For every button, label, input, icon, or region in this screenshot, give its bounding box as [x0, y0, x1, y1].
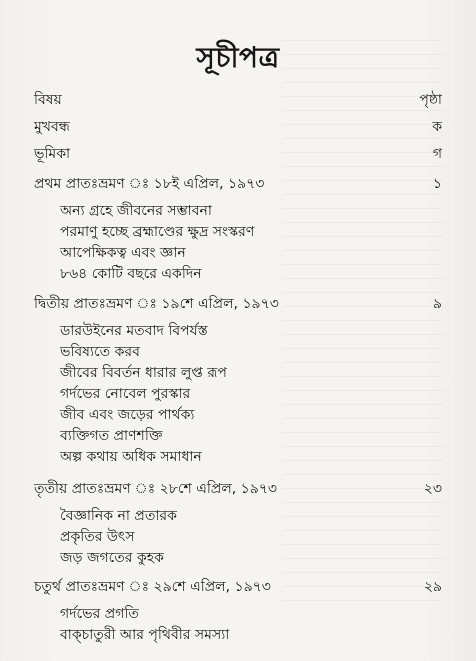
section-page: ২৩ [423, 481, 442, 497]
toc-entry-preface [34, 119, 442, 136]
section-2-item-6: ব্যক্তিগত প্রাণশক্তি [60, 428, 163, 444]
toc-entry-intro [34, 146, 442, 163]
entry-label: ভূমিকা [34, 146, 71, 162]
section-title: দ্বিতীয় প্রাতঃভ্রমণ ঃ ১৯শে এপ্রিল, ১৯৭৩ [34, 296, 279, 312]
section-page: ১ [432, 176, 442, 192]
section-2-item-4: গর্দভের নোবেল পুরস্কার [60, 386, 191, 402]
page-header: পৃষ্ঠা [419, 92, 442, 108]
section-title: প্রথম প্রাতঃভ্রমণ ঃ ১৮ই এপ্রিল, ১৯৭৩ [34, 176, 265, 192]
section-3-item-2: প্রকৃতির উৎস [60, 529, 135, 545]
toc-section-2 [34, 296, 442, 313]
section-page: ৯ [432, 296, 442, 312]
section-2-item-1: ডারউইনের মতবাদ বিপর্যস্ত [60, 323, 208, 339]
section-page: ২৯ [423, 579, 442, 595]
entry-label: মুখবন্ধ [34, 119, 70, 135]
section-4-item-2: বাক্চাতুরী আর পৃথিবীর সমস্যা [60, 627, 230, 643]
section-1-item-2: পরমাণু হচ্ছে ব্রহ্মাণ্ডের ক্ষুদ্র সংস্করণ [60, 224, 255, 240]
section-1-item-1: অন্য গ্রহে জীবনের সম্ভাবনা [60, 203, 212, 219]
subject-header: বিষয় [34, 92, 62, 108]
header-row [34, 92, 442, 109]
toc-section-3 [34, 481, 442, 498]
page-title: সূচীপত্র [196, 41, 280, 74]
section-2-item-5: জীব এবং জড়ের পার্থক্য [60, 407, 195, 423]
section-3-item-3: জড় জগতের কুহক [60, 550, 164, 566]
section-4-item-1: গর্দভের প্রগতি [60, 606, 139, 622]
toc-section-1 [34, 176, 442, 193]
entry-page: গ [432, 146, 442, 162]
section-2-item-3: জীবের বিবর্তন ধারার লুপ্ত রূপ [60, 365, 227, 381]
section-2-item-7: অল্প কথায় অধিক সমাধান [60, 449, 202, 465]
section-2-item-2: ভবিষ্যতে করব [60, 344, 140, 360]
toc-section-4 [34, 579, 442, 596]
entry-page: ক [432, 119, 442, 135]
section-1-item-3: আপেক্ষিকত্ব এবং জ্ঞান [60, 245, 186, 261]
section-title: তৃতীয় প্রাতঃভ্রমণ ঃ ২৮শে এপ্রিল, ১৯৭৩ [34, 481, 278, 497]
section-3-item-1: বৈজ্ঞানিক না প্রতারক [60, 508, 177, 524]
section-1-item-4: ৮৬৪ কোটি বছরে একদিন [60, 266, 202, 282]
section-title: চতুর্থ প্রাতঃভ্রমণ ঃ ২৯শে এপ্রিল, ১৯৭৩ [34, 579, 271, 595]
